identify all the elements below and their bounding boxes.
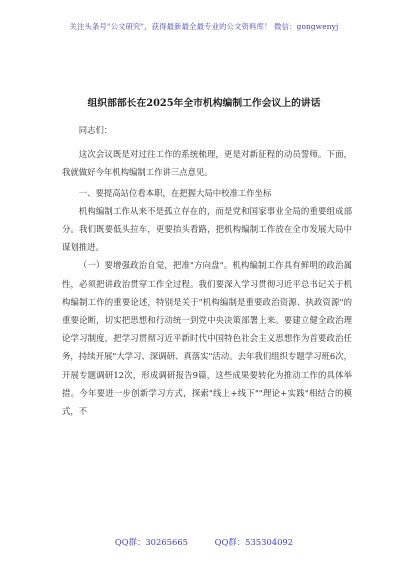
footer-contacts	[0, 536, 408, 548]
qq-group-right: QQ群：535304092	[214, 537, 294, 547]
promo-banner[interactable]: 关注头条号"公文研究"，获得最新最全最专业的公文资料库！ 微信：gongwenyj	[69, 22, 339, 31]
qq-group-left: QQ群：30265665	[114, 537, 188, 547]
body-paragraph: 这次会议既是对过往工作的系统梳理，更是对新征程的动员誓师。下面，我就做好今年机构编制工作讲三点意见。	[62, 149, 352, 178]
salutation: 同志们：	[78, 125, 113, 135]
document-body	[62, 121, 352, 420]
body-paragraph: （一）要增强政治自觉，把准"方向盘"。机构编制工作具有鲜明的政治属性，必须把讲政治贯穿工作全过程。我们要深入学习贯彻习近平总书记关于机构编制工作的重要论述，特别是关于"机构编制是重要政治资源、执政资源"的重要论断，切实把思想和行动统一到党中央决策部署上来。要建立健全政治理论学习制度，把学习贯彻习近平新时代中国特色社会主义思想作为首要政治任务，持续开展"大学习、深调研、真落实"活动。去年我们组织专题学习班6次，开展专题调研12次，形成调研报告9篇，这些成果要转化为推动工作的具体举措。今年要进一步创新学习方式，探索"线上+线下""理论+实践"相结合的模式，不	[62, 260, 352, 417]
body-paragraph: 机构编制工作从来不是孤立存在的，而是党和国家事业全局的重要组成部分。我们既要低头拉车，更要抬头看路，把机构编制工作放在全市发展大局中谋划推进。	[62, 205, 352, 253]
document-title: 组织部部长在2025年全市机构编制工作会议上的讲话	[87, 98, 321, 109]
section-heading: 一、要提高站位看本职，在把握大局中校准工作坐标	[78, 187, 272, 198]
